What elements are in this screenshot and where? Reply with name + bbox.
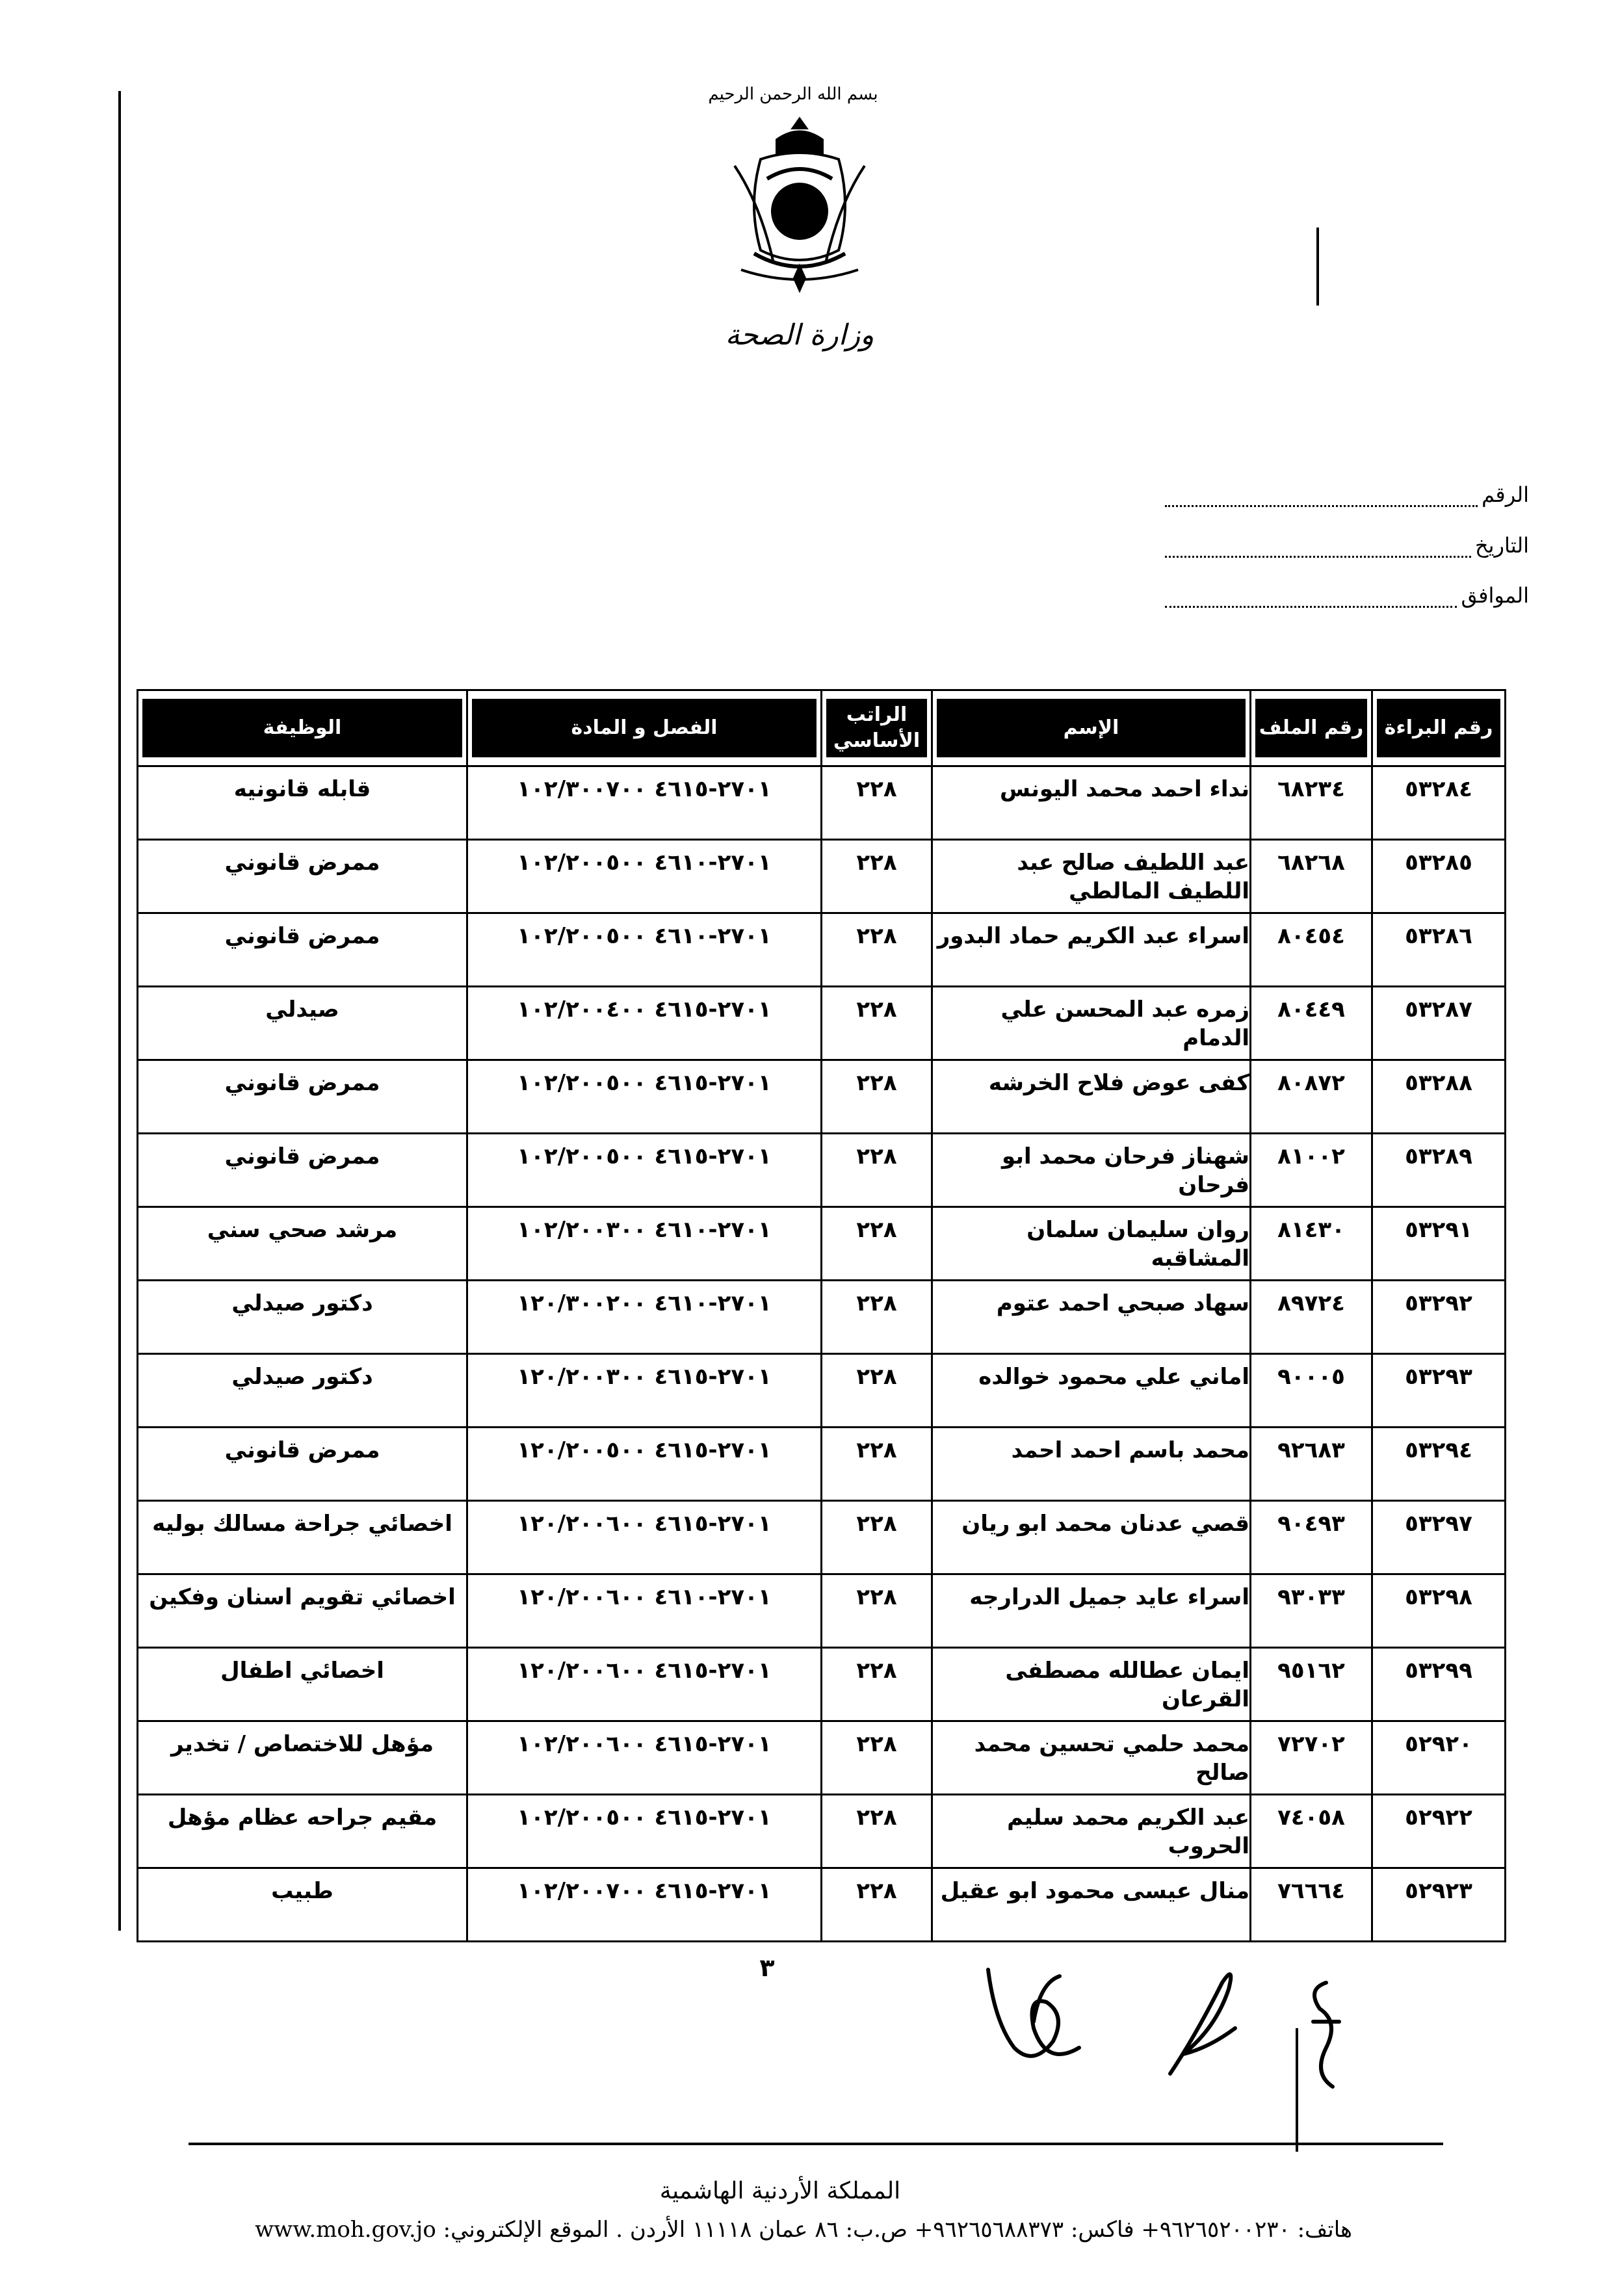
section-article-cell: ٢٧٠١-٤٦١٥ ١٠٢/٢٠٠٥٠٠ (467, 1795, 822, 1868)
license-number-cell: ٥٣٢٩٤ (1372, 1428, 1506, 1501)
basic-salary-cell: ٢٢٨ (822, 1428, 932, 1501)
name-cell: ايمان عطالله مصطفى القرعان (932, 1648, 1251, 1721)
section-article-cell: ٢٧٠١-٤٦١٠ ١٠٢/٢٠٠٥٠٠ (467, 840, 822, 913)
license-number-cell: ٥٣٢٨٤ (1372, 766, 1506, 840)
table-row (138, 1428, 1506, 1501)
job-title-cell: دكتور صيدلي (138, 1281, 467, 1354)
file-number-cell: ٩٥١٦٢ (1251, 1648, 1372, 1721)
name-cell: قصي عدنان محمد ابو ريان (932, 1501, 1251, 1574)
table-row (138, 840, 1506, 913)
job-title-cell: مرشد صحي سني (138, 1207, 467, 1281)
basic-salary-cell: ٢٢٨ (822, 1281, 932, 1354)
table-row (138, 1721, 1506, 1795)
table-row (138, 1795, 1506, 1868)
header-job-title: الوظيفة (138, 690, 467, 766)
table-row (138, 1868, 1506, 1942)
reference-number-dots (1165, 497, 1478, 507)
hijri-date-dots (1165, 598, 1457, 608)
basic-salary-cell: ٢٢٨ (822, 766, 932, 840)
page-number: ٣ (759, 1953, 775, 1982)
job-title-cell: ممرض قانوني (138, 840, 467, 913)
section-article-cell: ٢٧٠١-٤٦١٥ ١٢٠/٢٠٠٥٠٠ (467, 1428, 822, 1501)
basic-salary-cell: ٢٢٨ (822, 1795, 932, 1868)
header-file-number: رقم الملف (1251, 690, 1372, 766)
name-cell: محمد باسم احمد احمد (932, 1428, 1251, 1501)
header-section-article: الفصل و المادة (467, 690, 822, 766)
footer-contact-info (255, 2217, 1352, 2243)
job-title-cell: مقيم جراحه عظام مؤهل (138, 1795, 467, 1868)
name-cell: عبد اللطيف صالح عبد اللطيف المالطي (932, 840, 1251, 913)
license-number-cell: ٥٣٢٨٦ (1372, 913, 1506, 987)
section-article-cell: ٢٧٠١-٤٦١٥ ١٠٢/٢٠٠٦٠٠ (467, 1721, 822, 1795)
license-number-cell: ٥٣٢٩٢ (1372, 1281, 1506, 1354)
table-row (138, 1354, 1506, 1428)
job-title-cell: طبيب (138, 1868, 467, 1942)
date-dots (1165, 548, 1471, 558)
file-number-cell: ٩٢٦٨٣ (1251, 1428, 1372, 1501)
file-number-cell: ٨٠٨٧٢ (1251, 1060, 1372, 1134)
name-cell: منال عيسى محمود ابو عقيل (932, 1868, 1251, 1942)
file-number-cell: ٨٠٤٤٩ (1251, 987, 1372, 1060)
job-title-cell: صيدلي (138, 987, 467, 1060)
jordan-coat-of-arms-icon (715, 114, 884, 299)
basic-salary-cell: ٢٢٨ (822, 987, 932, 1060)
license-number-cell: ٥٣٢٩٧ (1372, 1501, 1506, 1574)
basic-salary-cell: ٢٢٨ (822, 1868, 932, 1942)
section-article-cell: ٢٧٠١-٤٦١٥ ١٠٢/٣٠٠٧٠٠ (467, 766, 822, 840)
file-number-cell: ٨٩٧٢٤ (1251, 1281, 1372, 1354)
license-number-cell: ٥٣٢٩٣ (1372, 1354, 1506, 1428)
basic-salary-cell: ٢٢٨ (822, 1060, 932, 1134)
license-number-cell: ٥٢٩٢٠ (1372, 1721, 1506, 1795)
footer-website-link[interactable]: www.moh.gov.jo (255, 2217, 436, 2243)
footer-contact-text: هاتف: ٩٦٢٦٥٢٠٠٢٣٠+ فاكس: ٩٦٢٦٥٦٨٨٣٧٣+ ص.ب: ٨٦ عمان ١١١١٨ الأردن . الموقع الإلكتروني: (443, 2217, 1352, 2243)
basic-salary-cell: ٢٢٨ (822, 1574, 932, 1648)
section-article-cell: ٢٧٠١-٤٦١٥ ١٢٠/٢٠٠٦٠٠ (467, 1501, 822, 1574)
basic-salary-cell: ٢٢٨ (822, 1207, 932, 1281)
license-number-cell: ٥٢٩٢٣ (1372, 1868, 1506, 1942)
table-row (138, 1574, 1506, 1648)
bismillah-header: بسم الله الرحمن الرحيم (708, 85, 878, 104)
table-row (138, 1134, 1506, 1207)
job-title-cell: ممرض قانوني (138, 1428, 467, 1501)
license-number-cell: ٥٣٢٨٩ (1372, 1134, 1506, 1207)
section-article-cell: ٢٧٠١-٤٦١٠ ١٠٢/٢٠٠٣٠٠ (467, 1207, 822, 1281)
left-margin-line (118, 91, 121, 1931)
job-title-cell: مؤهل للاختصاص / تخدير (138, 1721, 467, 1795)
name-cell: اماني علي محمود خوالده (932, 1354, 1251, 1428)
license-number-cell: ٥٣٢٨٨ (1372, 1060, 1506, 1134)
file-number-cell: ٩٣٠٣٣ (1251, 1574, 1372, 1648)
table-row (138, 913, 1506, 987)
hijri-date-label: الموافق (1461, 583, 1529, 608)
license-number-cell: ٥٣٢٨٧ (1372, 987, 1506, 1060)
license-number-cell: ٥٢٩٢٢ (1372, 1795, 1506, 1868)
section-article-cell: ٢٧٠١-٤٦١٥ ١٠٢/٢٠٠٥٠٠ (467, 1060, 822, 1134)
name-cell: شهناز فرحان محمد ابو فرحان (932, 1134, 1251, 1207)
name-cell: سهاد صبحي احمد عتوم (932, 1281, 1251, 1354)
table-row (138, 766, 1506, 840)
file-number-cell: ٩٠٤٩٣ (1251, 1501, 1372, 1574)
basic-salary-cell: ٢٢٨ (822, 1134, 932, 1207)
section-article-cell: ٢٧٠١-٤٦١٥ ١٢٠/٢٠٠٣٠٠ (467, 1354, 822, 1428)
section-article-cell: ٢٧٠١-٤٦١٠ ١٢٠/٣٠٠٢٠٠ (467, 1281, 822, 1354)
license-number-cell: ٥٣٢٩١ (1372, 1207, 1506, 1281)
basic-salary-cell: ٢٢٨ (822, 840, 932, 913)
header-name: الإسم (932, 690, 1251, 766)
job-title-cell: اخصائي جراحة مسالك بوليه (138, 1501, 467, 1574)
name-cell: روان سليمان سلمان المشاقبه (932, 1207, 1251, 1281)
name-cell: محمد حلمي تحسين محمد صالح (932, 1721, 1251, 1795)
section-article-cell: ٢٧٠١-٤٦١٥ ١٢٠/٢٠٠٦٠٠ (467, 1648, 822, 1721)
job-title-cell: ممرض قانوني (138, 1134, 467, 1207)
section-article-cell: ٢٧٠١-٤٦١٥ ١٠٢/٢٠٠٥٠٠ (467, 1134, 822, 1207)
name-cell: كفى عوض فلاح الخرشه (932, 1060, 1251, 1134)
date-field (1165, 525, 1529, 558)
name-cell: اسراء عايد جميل الدرارجه (932, 1574, 1251, 1648)
basic-salary-cell: ٢٢٨ (822, 1648, 932, 1721)
table-row (138, 1501, 1506, 1574)
file-number-cell: ٧٢٧٠٢ (1251, 1721, 1372, 1795)
employee-records-table (137, 689, 1506, 1942)
job-title-cell: قابله قانونيه (138, 766, 467, 840)
table-row (138, 1060, 1506, 1134)
name-cell: نداء احمد محمد اليونس (932, 766, 1251, 840)
footer-divider (189, 2143, 1443, 2145)
file-number-cell: ٨١٤٣٠ (1251, 1207, 1372, 1281)
table-row (138, 987, 1506, 1060)
ministry-name: وزارة الصحة (725, 319, 874, 352)
job-title-cell: ممرض قانوني (138, 913, 467, 987)
job-title-cell: اخصائي تقويم اسنان وفكين (138, 1574, 467, 1648)
file-number-cell: ٩٠٠٠٥ (1251, 1354, 1372, 1428)
handwritten-signatures (962, 1944, 1430, 2113)
file-number-cell: ٨٠٤٥٤ (1251, 913, 1372, 987)
file-number-cell: ٨١٠٠٢ (1251, 1134, 1372, 1207)
job-title-cell: ممرض قانوني (138, 1060, 467, 1134)
header-license-number: رقم البراءة (1372, 690, 1506, 766)
date-label: التاريخ (1474, 533, 1529, 558)
name-cell: اسراء عبد الكريم حماد البدور (932, 913, 1251, 987)
job-title-cell: دكتور صيدلي (138, 1354, 467, 1428)
table-row (138, 1281, 1506, 1354)
section-article-cell: ٢٧٠١-٤٦١٠ ١٠٢/٢٠٠٥٠٠ (467, 913, 822, 987)
table-row (138, 1207, 1506, 1281)
table-row (138, 1648, 1506, 1721)
reference-number-field (1165, 475, 1529, 507)
footer-country-name: المملكة الأردنية الهاشمية (659, 2178, 901, 2204)
license-number-cell: ٥٣٢٩٩ (1372, 1648, 1506, 1721)
file-number-cell: ٧٦٦٦٤ (1251, 1868, 1372, 1942)
hijri-date-field (1165, 575, 1529, 608)
basic-salary-cell: ٢٢٨ (822, 1354, 932, 1428)
name-cell: زمره عبد المحسن علي الدمام (932, 987, 1251, 1060)
file-number-cell: ٦٨٢٣٤ (1251, 766, 1372, 840)
reference-number-label: الرقم (1482, 482, 1529, 507)
file-number-cell: ٧٤٠٥٨ (1251, 1795, 1372, 1868)
right-margin-line (1316, 228, 1319, 306)
license-number-cell: ٥٣٢٩٨ (1372, 1574, 1506, 1648)
table-header-row (138, 690, 1506, 766)
name-cell: عبد الكريم محمد سليم الحروب (932, 1795, 1251, 1868)
section-article-cell: ٢٧٠١-٤٦١٥ ١٠٢/٢٠٠٧٠٠ (467, 1868, 822, 1942)
file-number-cell: ٦٨٢٦٨ (1251, 840, 1372, 913)
license-number-cell: ٥٣٢٨٥ (1372, 840, 1506, 913)
job-title-cell: اخصائي اطفال (138, 1648, 467, 1721)
section-article-cell: ٢٧٠١-٤٦١٥ ١٠٢/٢٠٠٤٠٠ (467, 987, 822, 1060)
basic-salary-cell: ٢٢٨ (822, 1721, 932, 1795)
section-article-cell: ٢٧٠١-٤٦١٠ ١٢٠/٢٠٠٦٠٠ (467, 1574, 822, 1648)
basic-salary-cell: ٢٢٨ (822, 913, 932, 987)
basic-salary-cell: ٢٢٨ (822, 1501, 932, 1574)
header-basic-salary: الراتب الأساسي (822, 690, 932, 766)
